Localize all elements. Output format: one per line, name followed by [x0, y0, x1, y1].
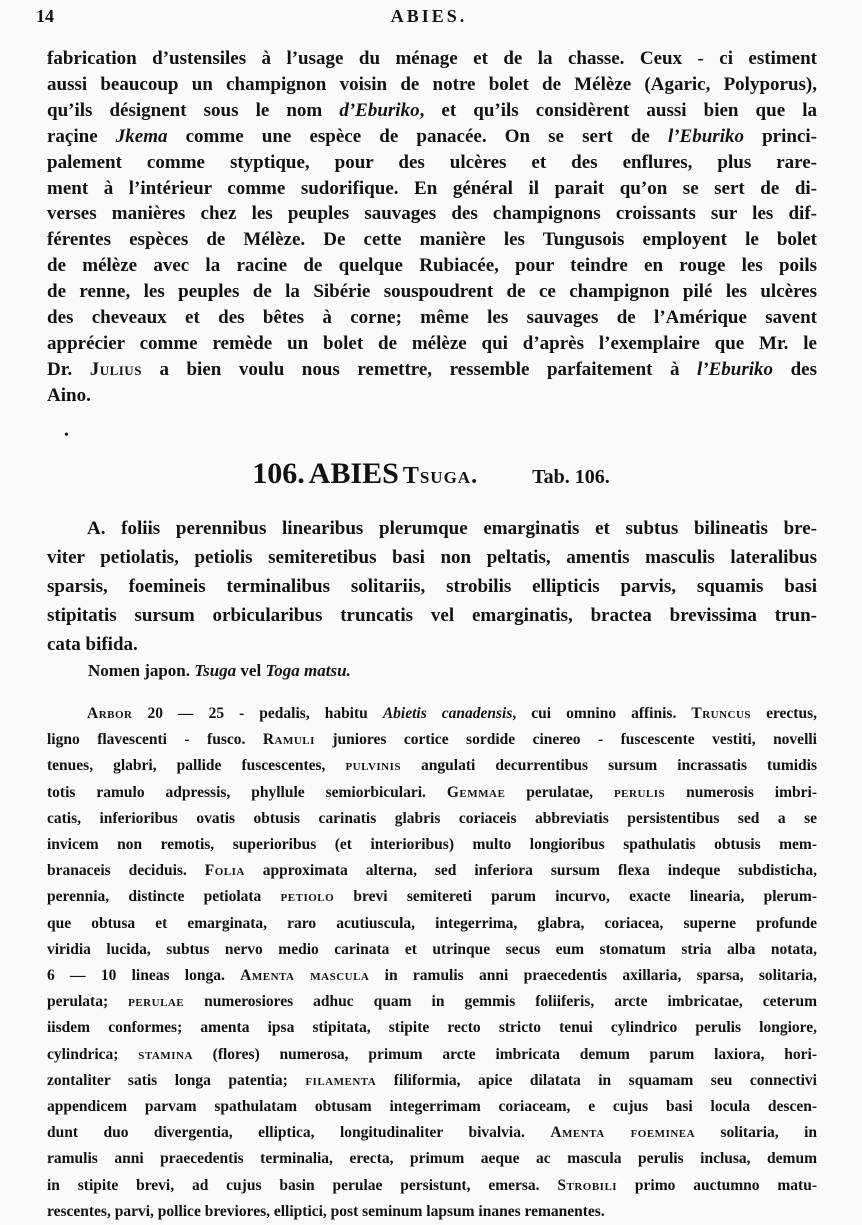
page-header — [36, 6, 822, 32]
text-run: perulatae, — [505, 783, 614, 801]
text-run: numerosiores adhuc quam in gemmis foliiferis, arcte imbricatae, ceterum — [184, 993, 817, 1011]
small-caps-term: Ramuli — [262, 731, 315, 749]
italic-term: Jkema — [115, 125, 168, 147]
text-run: viridia lucida, subtus nervo medio carinata et utrinque secus eum stomatum stria alba notata, — [47, 940, 817, 958]
text-run: tenues, glabri, pallide fuscescentes, — [47, 757, 346, 775]
text-line — [47, 832, 817, 858]
italic-term: Toga matsu. — [265, 661, 351, 680]
text-line — [47, 305, 817, 331]
italic-term: l’Eburiko — [667, 125, 744, 147]
text-run: a bien voulu nous remettre, ressemble parfaitement à — [141, 358, 698, 380]
text-run: stipitatis sursum orbicularibus truncatis vel emarginatis, bractea brevissima trun- — [47, 605, 817, 626]
text-run: cata bifida. — [47, 634, 138, 655]
text-run: férentes espèces de Mélèze. De cette manière les Tungusois employent le bolet — [47, 229, 817, 251]
genus-name: ABIES — [308, 457, 399, 490]
species-number: 106. — [252, 457, 305, 490]
text-run: apprécier comme remède un bolet de mélèze qui d’après l’exemplaire que Mr. le — [47, 332, 817, 354]
small-caps-term: Amenta mascula — [240, 967, 370, 985]
japanese-name — [88, 661, 351, 681]
text-line — [47, 383, 817, 409]
page-number: 14 — [36, 6, 54, 26]
text-run: 20 — 25 - pedalis, habitu — [132, 705, 383, 722]
text-line — [47, 1199, 817, 1225]
text-line — [47, 124, 817, 150]
text-line — [47, 201, 817, 227]
text-line — [47, 279, 817, 305]
text-run: iisdem conformes; amenta ipsa stipitata, stipite recto stricto tenui cylindrico perulis longiore, — [47, 1019, 817, 1037]
text-run: cylindrica; — [47, 1045, 139, 1063]
small-caps-term: Truncus — [691, 705, 752, 722]
italic-term: Tsuga — [194, 661, 237, 680]
text-run: branaceis deciduis. — [47, 862, 205, 880]
text-line — [47, 963, 817, 989]
small-caps-term: perulae — [128, 993, 185, 1011]
text-run: Nomen japon. — [88, 661, 195, 680]
text-run: solitaria, in — [695, 1124, 818, 1142]
text-run: A. foliis perennibus linearibus plerumque emarginatis et subtus bilineatis bre- — [87, 518, 817, 539]
text-run: 6 — 10 lineas longa. — [47, 967, 241, 985]
diagnosis-paragraph — [47, 514, 817, 659]
small-caps-term: Strobili — [557, 1176, 618, 1194]
small-caps-term: pulvinis — [345, 757, 402, 775]
text-run: comme une espèce de panacée. On se sert de — [167, 125, 668, 147]
text-run: in stipite brevi, ad cujus basin perulae persistunt, emersa. — [47, 1176, 558, 1194]
text-line — [47, 98, 817, 124]
text-line — [47, 331, 817, 357]
text-line — [47, 911, 817, 937]
small-caps-term: filamenta — [305, 1071, 377, 1089]
text-run: numerosis imbri- — [665, 783, 817, 801]
text-run: juniores cortice sordide cinereo - fuscescente vestiti, novelli — [314, 731, 817, 749]
text-line — [47, 227, 817, 253]
text-line — [47, 1094, 817, 1120]
text-run: ment à l’intérieur comme sudorifique. En général il parait qu’on se sert de di- — [47, 177, 817, 199]
text-line — [47, 858, 817, 884]
small-caps-term: petiolo — [280, 888, 335, 906]
text-run: invicem non remotis, superioribus (et interioribus) multo longioribus spathulatis obtusis mem- — [47, 836, 817, 854]
text-run: , cui omnino affinis. — [512, 705, 692, 722]
small-caps-term: perulis — [613, 783, 666, 801]
text-run: (flores) numerosa, primum arcte imbricata demum parum laxiora, hori- — [192, 1045, 817, 1063]
text-run: qu’ils désignent sous le nom — [47, 99, 340, 121]
text-run: des — [773, 358, 817, 380]
species-heading — [0, 457, 862, 491]
text-run: ramulis anni praecedentis terminalia, erecta, primum aeque ac mascula perulis inclusa, demum — [47, 1150, 817, 1168]
text-line — [47, 601, 817, 630]
text-run: des cheveaux et des bêtes à corne; même les sauvages de l’Amérique savent — [47, 307, 817, 329]
text-run: raçine — [47, 125, 116, 147]
stray-dot: • — [64, 428, 69, 443]
small-caps-term: Gemmae — [446, 783, 506, 801]
text-run: aussi beaucoup un champignon voisin de notre bolet de Mélèze (Agaric, Polyporus), — [47, 73, 817, 95]
text-line — [47, 989, 817, 1015]
small-caps-term: Folia — [204, 862, 245, 880]
text-run: appendicem parvam spathulatam obtusam integerrimam coriaceam, e cujus basi locula descen- — [47, 1098, 817, 1116]
text-run: palement comme styptique, pour des ulcères et des enflures, plus rare- — [47, 151, 817, 173]
text-line — [47, 1146, 817, 1172]
text-run: verses manières chez les peuples sauvages des champignons croissants sur les dif- — [47, 203, 817, 225]
italic-term: d’Eburiko — [339, 99, 420, 121]
text-run: de renne, les peuples de la Sibérie souspoudrent de ce champignon pilé les ulcères — [47, 281, 817, 303]
text-run: ligno flavescenti - fusco. — [47, 731, 263, 749]
text-run: brevi semitereti parum incurvo, exacte linearia, plerum- — [334, 888, 817, 906]
text-run: catis, inferioribus ovatis obtusis carinatis glabris coriaceis abbreviatis persistentibus sed a se — [47, 809, 817, 827]
text-run: , et qu’ils considèrent aussi bien que la — [419, 99, 817, 121]
description-paragraph — [47, 701, 817, 1225]
text-run: rescentes, parvi, pollice breviores, elliptici, post seminum lapsum inanes remanentes. — [47, 1202, 605, 1220]
text-line — [47, 727, 817, 753]
small-caps-term: Julius — [89, 358, 142, 380]
text-run: Dr. — [47, 358, 90, 380]
text-line — [47, 630, 817, 659]
text-line — [47, 572, 817, 601]
text-run: que obtusa et emarginata, raro acutiuscula, integerrima, glabra, coriacea, superne profunde — [47, 914, 817, 932]
text-line — [47, 806, 817, 832]
text-line — [47, 1068, 817, 1094]
text-line — [47, 884, 817, 910]
small-caps-term: Arbor — [87, 705, 133, 722]
text-line — [47, 176, 817, 202]
text-line — [47, 780, 817, 806]
text-run: in ramulis anni praecedentis axillaria, sparsa, solitaria, — [369, 967, 818, 985]
italic-term: Abietis canadensis — [382, 705, 513, 722]
text-line — [47, 543, 817, 572]
running-title: ABIES. — [390, 6, 468, 26]
italic-term: l’Eburiko — [697, 358, 774, 380]
text-run: vel — [236, 661, 266, 680]
text-line — [47, 937, 817, 963]
species-name: Tsuga. — [402, 463, 479, 489]
text-line — [47, 253, 817, 279]
text-run: perennia, distincte petiolata — [47, 888, 281, 906]
paragraph-eburiko — [47, 46, 817, 409]
text-run: zontaliter satis longa patentia; — [47, 1071, 306, 1089]
text-run: approximata alterna, sed inferiora sursum flexa indeque subdisticha, — [244, 862, 818, 880]
text-run: erectus, — [751, 705, 818, 722]
text-line — [47, 1173, 817, 1199]
small-caps-term: Amenta foeminea — [550, 1124, 696, 1142]
text-line — [47, 357, 817, 383]
text-line — [47, 1015, 817, 1041]
text-run: primo auctumno matu- — [617, 1176, 817, 1194]
small-caps-term: stamina — [138, 1045, 193, 1063]
text-run: totis ramulo adpressis, phyllule semiorbiculari. — [47, 783, 447, 801]
text-run: de mélèze avec la racine de quelque Rubiacée, pour teindre en rouge les poils — [47, 255, 817, 277]
text-line — [47, 701, 817, 727]
text-run: Aino. — [47, 384, 91, 406]
text-run: angulati decurrentibus sursum incrassatis tumidis — [401, 757, 818, 775]
text-run: princi- — [743, 125, 817, 147]
text-line — [47, 1042, 817, 1068]
text-run: sparsis, foemineis terminalibus solitariis, strobilis ellipticis parvis, squamis basi — [47, 576, 817, 597]
plate-reference: Tab. 106. — [532, 466, 610, 488]
text-run: fabrication d’ustensiles à l’usage du ménage et de la chasse. Ceux - ci estiment — [47, 48, 817, 69]
text-run: viter petiolatis, petiolis semiteretibus basi non peltatis, amentis masculis lateralibus — [47, 547, 817, 568]
text-line — [47, 150, 817, 176]
text-run: filiformia, apice dilatata in squamam seu connectivi — [376, 1071, 817, 1089]
text-run: perulata; — [47, 993, 129, 1011]
text-line — [47, 72, 817, 98]
text-line — [47, 46, 817, 72]
text-line — [47, 753, 817, 779]
text-line — [47, 1120, 817, 1146]
text-line — [47, 514, 817, 543]
text-run: dunt duo divergentia, elliptica, longitudinaliter bivalvia. — [47, 1124, 551, 1142]
